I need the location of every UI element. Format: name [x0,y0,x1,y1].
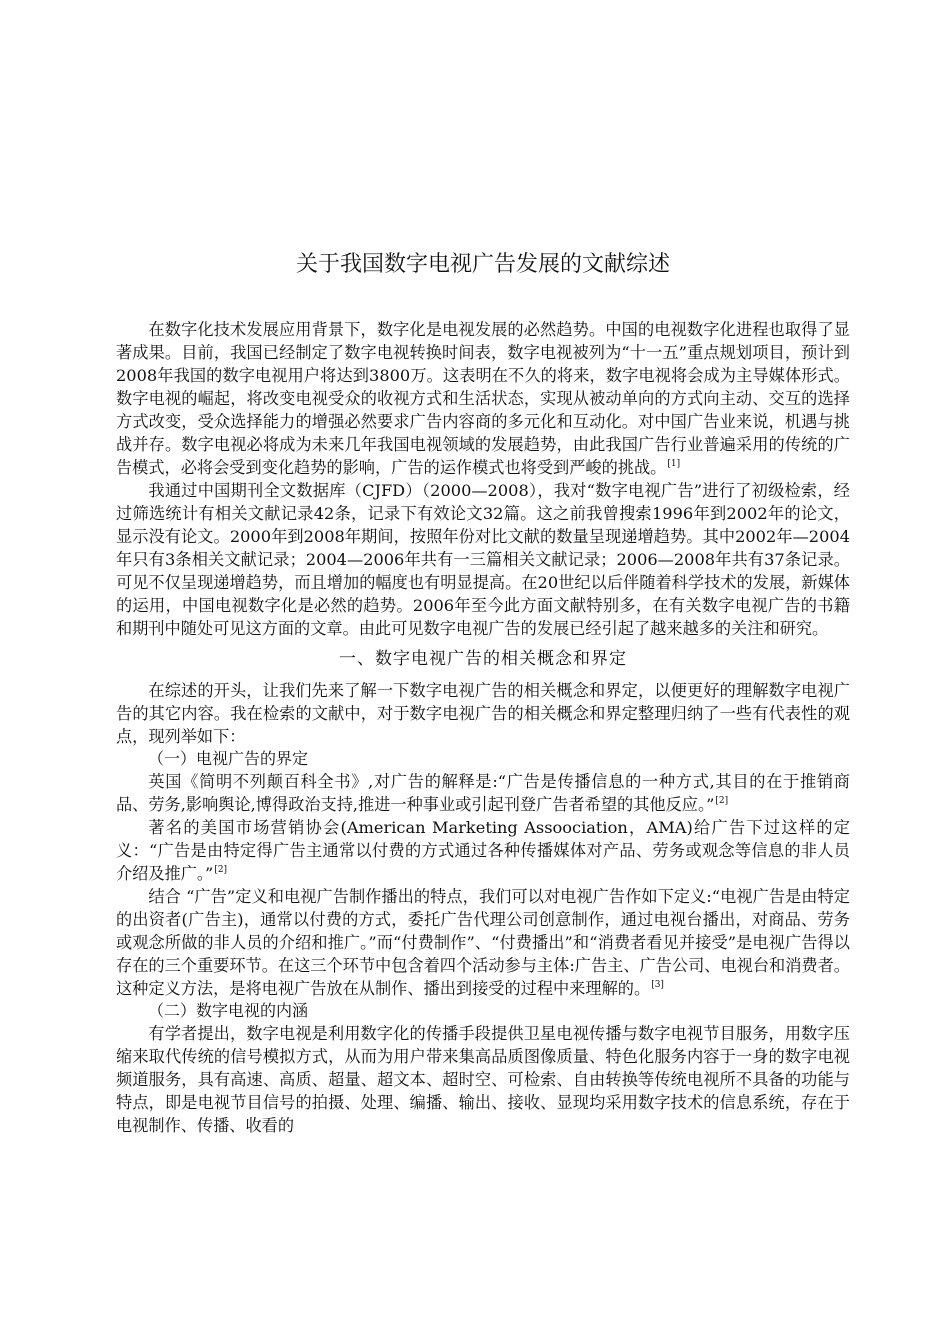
sub2-paragraph-1: 有学者提出，数字电视是利用数字化的传播手段提供卫星电视传播与数字电视节目服务，用数字压缩来取代传统的信号模拟方式，从而为用户带来集高品质图像质量、特色化服务内容于一身的数字电视频道服务，具有高速、高质、超量、超文本、超时空、可检索、自由转换等传统电视所不具备的功能与特点，即是电视节目信号的拍摄、处理、编播、输出、接收、显现均采用数字技术的信息系统，存在于电视制作、传播、收看的 [116,1024,850,1135]
citation-ref: [2] [715,796,729,806]
subsection-heading-2: （二）数字电视的内涵 [148,1001,309,1020]
citation-ref: [3] [651,980,664,990]
paragraph-text: 著名的美国市场营销协会(American Marketing Assoociation，AMA)给广告下过这样的定义：“广告是由特定得广告主通常以付费的方式通过各种传播媒体对产品、劳务或观念等信息的非人员介绍及推广。” [116,818,850,883]
intro-paragraph-2: 我通过中国期刊全文数据库（CJFD）（2000—2008），我对“数字电视广告”进行了初级检索，经过筛选统计有相关文献记录42条，记录下有效论文32篇。这之前我曾搜索1996年到2002年的论文，显示没有论文。2000年到2008年期间，按照年份对比文献的数量呈现递增趋势。其中2002年—2004年只有3条相关文献记录；2004—2006年共有一三篇相关文献记录；2006—2008年共有37条记录。可见不仅呈现递增趋势，而且增加的幅度也有明显提高。在20世纪以后伴随着科学技术的发展，新媒体的运用，中国电视数字化是必然的趋势。2006年至今此方面文献特别多，在有关数字电视广告的书籍和期刊中随处可见这方面的文章。由此可见数字电视广告的发展已经引起了越来越多的关注和研究。 [116,481,850,638]
document-body [116,318,850,1137]
citation-ref: [1] [667,459,681,469]
sub1-paragraph-3 [116,885,850,1000]
subsection-heading-1: （一）电视广告的界定 [148,749,309,768]
sub1-paragraph-2 [116,816,850,885]
section1-intro-paragraph: 在综述的开头，让我们先来了解一下数字电视广告的相关概念和界定，以便更好的理解数字电视广告的其它内容。我在检索的文献中，对于数字电视广告的相关概念和界定整理归纳了一些有代表性的观点，现列举如下： [116,681,850,746]
sub1-paragraph-1 [116,770,850,816]
paragraph-text: 结合 “广告”定义和电视广告制作播出的特点，我们可以对电视广告作如下定义:“电视广告是由特定的出资者(广告主)，通常以付费的方式，委托广告代理公司创意制作，通过电视台播出，对商品、劳务或观念所做的非人员的介绍和推广。”而“付费制作”、“付费播出”和“消费者看见并接受”是电视广告得以存在的三个重要环节。在这三个环节中包含着四个活动参与主体:广告主、广告公司、电视台和消费者。这种定义方法，是将电视广告放在从制作、播出到接受的过程中来理解的。 [116,887,850,998]
citation-ref: [2] [214,865,228,875]
document-title: 关于我国数字电视广告发展的文献综述 [295,252,670,277]
section-heading-1: 一、数字电视广告的相关概念和界定 [339,649,627,669]
paragraph-text: 英国《简明不列颠百科全书》,对广告的解释是:“广告是传播信息的一种方式,其目的在于推销商品、劳务,影响舆论,博得政治支持,推进一种事业或引起刊登广告者希望的其他反应。” [116,772,850,814]
paragraph-text: 在数字化技术发展应用背景下，数字化是电视发展的必然趋势。中国的电视数字化进程也取得了显著成果。目前，我国已经制定了数字电视转换时间表，数字电视被列为“十一五”重点规划项目，预计到2008年我国的数字电视用户将达到3800万。这表明在不久的将来，数字电视将会成为主导媒体形式。数字电视的崛起，将改变电视受众的收视方式和生活状态，实现从被动单向的方式向主动、交互的选择方式改变，受众选择能力的增强必然要求广告内容商的多元化和互动化。对中国广告业来说，机遇与挑战并存。数字电视必将成为未来几年我国电视领域的发展趋势，由此我国广告行业普遍采用的传统的广告模式，必将会受到变化趋势的影响，广告的运作模式也将受到严峻的挑战。 [116,320,850,477]
intro-paragraph-1 [116,318,850,479]
